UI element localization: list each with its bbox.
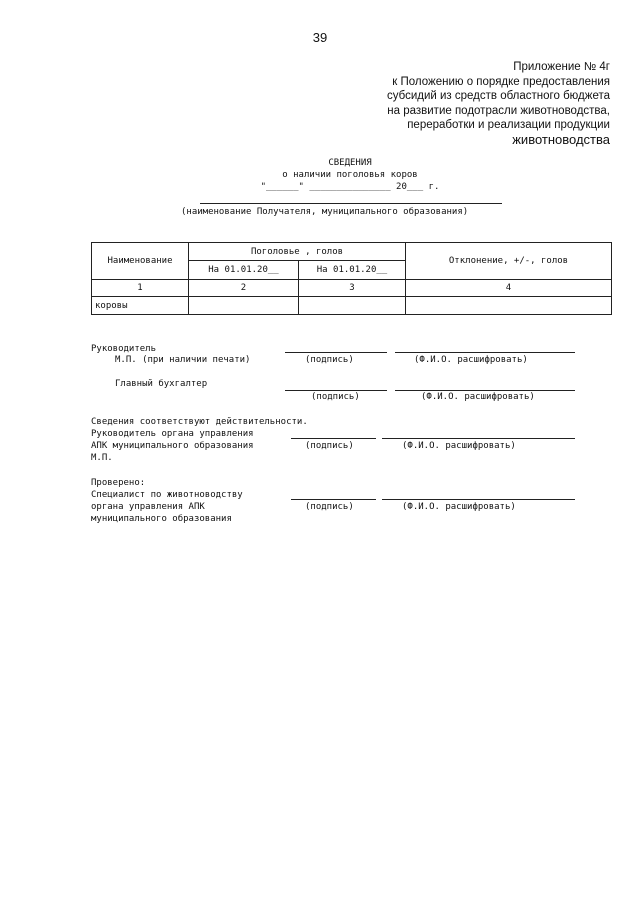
fio-caption-1: (Ф.И.О. расшифровать) xyxy=(414,355,528,365)
specialist-label: Специалист по животноводству xyxy=(91,490,243,500)
signature-caption-4: (подпись) xyxy=(305,502,354,512)
apk-mo-label: АПК муниципального образования xyxy=(91,441,254,451)
fio-line-4 xyxy=(382,499,575,500)
chief-accountant-label: Главный бухгалтер xyxy=(115,379,208,389)
stamp-if-any-label: М.П. (при наличии печати) xyxy=(115,355,251,365)
fio-caption-4: (Ф.И.О. расшифровать) xyxy=(402,502,516,512)
signature-caption-2: (подпись) xyxy=(311,392,360,402)
document-heading: СВЕДЕНИЯ xyxy=(328,158,372,168)
column-number-3: 3 xyxy=(299,280,406,297)
signature-line-1 xyxy=(285,352,387,353)
cows-value-deviation xyxy=(406,297,612,315)
appendix-line-4: на развитие подотрасли животноводства, xyxy=(387,104,610,117)
column-number-4: 4 xyxy=(406,280,612,297)
checked-label: Проверено: xyxy=(91,478,146,488)
appendix-line-3: субсидий из средств областного бюджета xyxy=(386,90,610,102)
report-date-line: "______" _______________ 20___ г. xyxy=(260,182,440,192)
table-header-row xyxy=(92,243,612,261)
fio-caption-2: (Ф.И.О. расшифровать) xyxy=(421,392,535,402)
livestock-table xyxy=(91,242,612,315)
signature-line-4 xyxy=(291,499,376,500)
fio-caption-3: (Ф.И.О. расшифровать) xyxy=(402,441,516,451)
recipient-caption: (наименование Получателя, муниципального образования) xyxy=(181,207,469,217)
fio-line-3 xyxy=(382,438,575,439)
header-livestock: Поголовье , голов xyxy=(189,243,406,261)
signature-caption-3: (подпись) xyxy=(305,441,354,451)
appendix-header xyxy=(280,60,610,147)
page-number: 39 xyxy=(312,30,328,45)
cows-value-date-2 xyxy=(299,297,406,315)
header-date-1: На 01.01.20__ xyxy=(189,261,299,280)
fio-line-1 xyxy=(395,352,575,353)
row-cows-label: коровы xyxy=(92,297,189,315)
table-row xyxy=(92,297,612,315)
signature-line-3 xyxy=(291,438,376,439)
appendix-line-5: переработки и реализации продукции xyxy=(407,119,610,131)
signature-caption-1: (подпись) xyxy=(305,355,354,365)
mgmt-apk-label: органа управления АПК xyxy=(91,502,205,512)
appendix-line-1: Приложение № 4г xyxy=(513,61,610,73)
mgmt-head-label: Руководитель органа управления xyxy=(91,429,254,439)
appendix-line-6: животноводства xyxy=(512,131,610,147)
confirmation-text: Сведения соответствуют действительности. xyxy=(91,417,308,427)
head-label: Руководитель xyxy=(91,344,157,354)
column-number-2: 2 xyxy=(189,280,299,297)
stamp-label: М.П. xyxy=(91,453,113,463)
table-number-row xyxy=(92,280,612,297)
header-name: Наименование xyxy=(92,243,189,280)
appendix-line-2: к Положению о порядке предоставления xyxy=(392,75,610,88)
column-number-1: 1 xyxy=(92,280,189,297)
header-date-2: На 01.01.20__ xyxy=(299,261,406,280)
fio-line-2 xyxy=(395,390,575,391)
signature-line-2 xyxy=(285,390,387,391)
municipal-label: муниципального образования xyxy=(91,514,232,524)
recipient-name-line xyxy=(200,203,502,204)
cows-value-date-1 xyxy=(189,297,299,315)
header-deviation: Отклонение, +/-, голов xyxy=(406,243,612,280)
document-subheading: о наличии поголовья коров xyxy=(282,170,418,180)
